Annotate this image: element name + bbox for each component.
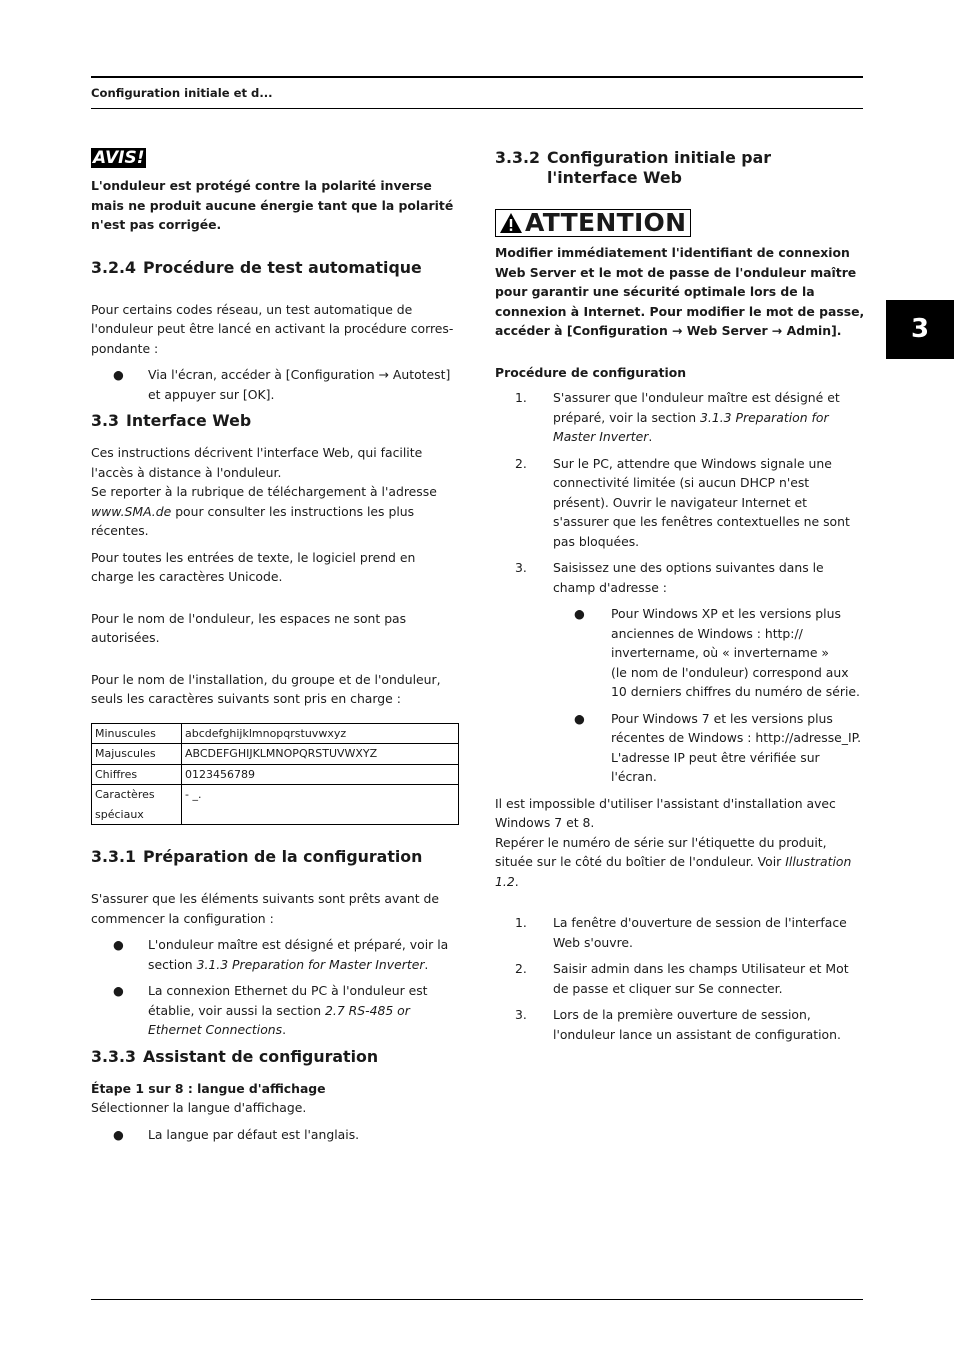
section-heading-3-3: 3.3 Interface Web xyxy=(91,411,252,430)
section-heading-3-2-4: 3.2.4 Procédure de test automatique xyxy=(91,257,422,277)
attention-label: ATTENTION xyxy=(495,209,691,237)
avis-label: AVIS! xyxy=(93,148,145,168)
bullet-icon: ● xyxy=(574,710,585,726)
list-item: ● Pour Windows 7 et les versions plus récentes de Windows : http://adresse_IP. L'adresse IP peut être vérifiée sur l'écran. xyxy=(574,710,862,784)
paragraph: Se reporter à la rubrique de téléchargement à l'adresse www.SMA.de pour consulter les instructions les plus récentes. xyxy=(91,484,437,538)
paragraph: Pour le nom de l'installation, du groupe et de l'onduleur, seuls les caractères suivants sont pris en charge : xyxy=(91,671,441,706)
paragraph: Pour toutes les entrées de texte, le logiciel prend en charge les caractères Unicode. xyxy=(91,549,416,584)
table-row: Minuscules abcdefghijklmnopqrstuvwxyz xyxy=(92,723,459,744)
table-row: Caractères spéciaux - _. xyxy=(92,785,459,825)
running-header: Configuration initiale et d... xyxy=(91,86,273,100)
list-item: 2. Sur le PC, attendre que Windows signale une connectivité limitée (si aucun DHCP n'est présent). Ouvrir le navigateur Internet et s'assurer que les fenêtres contextuelles ne sont pas bloquées. xyxy=(515,455,850,549)
header-top-rule xyxy=(91,76,863,78)
right-column xyxy=(495,148,865,1051)
table-row: Chiffres 0123456789 xyxy=(92,764,459,785)
bullet-icon: ● xyxy=(113,1126,124,1142)
list-item: 1. La fenêtre d'ouverture de session de l'interface Web s'ouvre. xyxy=(515,915,847,950)
list-item: ● Via l'écran, accéder à [Configuration → Autotest] et appuyer sur [OK]. xyxy=(113,367,451,402)
list-item: 1. S'assurer que l'onduleur maître est désigné et préparé, voir la section 3.1.3 Preparation for Master Inverter. xyxy=(515,390,840,444)
paragraph: S'assurer que les éléments suivants sont prêts avant de commencer la configuration : xyxy=(91,891,440,926)
avis-notice xyxy=(91,148,461,235)
list-item: 3. Lors de la première ouverture de session, l'onduleur lance un assistant de configuration. xyxy=(515,1007,841,1042)
list-item: 3. Saisissez une des options suivantes dans le champ d'adresse : xyxy=(515,560,824,595)
bullet-icon: ● xyxy=(113,983,124,998)
footer-rule xyxy=(91,1299,863,1300)
characters-table xyxy=(91,723,459,826)
section-heading-3-3-3: 3.3.3 Assistant de configuration xyxy=(91,1046,379,1066)
link-sma: www.SMA.de xyxy=(91,503,172,519)
paragraph: Repérer le numéro de série sur l'étiquette du produit, située sur le côté du boîtier de l'onduleur. Voir Illustration 1.2. xyxy=(495,834,852,889)
section-heading-3-3-2: 3.3.2 Configuration initiale par l'interface Web xyxy=(495,148,772,187)
bullet-icon: ● xyxy=(574,606,585,621)
paragraph: Pour le nom de l'onduleur, les espaces ne sont pas autorisées. xyxy=(91,610,407,645)
step-heading: Étape 1 sur 8 : langue d'affichage Sélectionner la langue d'affichage. xyxy=(91,1080,326,1115)
bullet-icon: ● xyxy=(113,367,124,382)
avis-text: L'onduleur est protégé contre la polarité inverse mais ne produit aucune énergie tant que la polarité n'est pas corrigée. xyxy=(91,178,454,232)
chapter-tab: 3 xyxy=(886,300,954,359)
procedure-title: Procédure de configuration xyxy=(495,364,687,380)
attention-notice xyxy=(495,209,865,341)
bullet-icon: ● xyxy=(113,937,124,952)
attention-text: Modifier immédiatement l'identifiant de connexion Web Server et le mot de passe de l'onduleur maître pour garantir une sécurité optimale lors de la connexion à Internet. Pour modifier le mot de passe, accéder à [Configuration → Web Server → Admin]. xyxy=(495,245,865,338)
list-item: 2. Saisir admin dans les champs Utilisateur et Mot de passe et cliquer sur Se connecter. xyxy=(515,961,849,996)
paragraph: Pour certains codes réseau, un test automatique de l'onduleur peut être lancé en activant la procédure corres- pondante : xyxy=(91,301,454,356)
warning-icon xyxy=(499,212,523,234)
list-item: ● L'onduleur maître est désigné et préparé, voir la section 3.1.3 Preparation for Master Inverter. xyxy=(113,937,449,972)
list-item: ● Pour Windows XP et les versions plus anciennes de Windows : http:// invertername, où « invertername » (le nom de l'onduleur) correspond aux 10 derniers chiffres du numéro de série. xyxy=(574,606,860,699)
left-column xyxy=(91,148,461,1151)
header-bottom-rule xyxy=(91,108,863,109)
list-item: ● La langue par défaut est l'anglais. xyxy=(91,1125,461,1145)
list-item: ● La connexion Ethernet du PC à l'onduleur est établie, voir aussi la section 2.7 RS-485 or Ethernet Connections. xyxy=(113,983,428,1037)
section-heading-3-3-1: 3.3.1 Préparation de la configuration xyxy=(91,847,423,866)
table-row: Majuscules ABCDEFGHIJKLMNOPQRSTUVWXYZ xyxy=(92,744,459,765)
paragraph: Ces instructions décrivent l'interface Web, qui facilite l'accès à distance à l'onduleur. xyxy=(91,445,423,480)
paragraph: Il est impossible d'utiliser l'assistant d'installation avec Windows 7 et 8. xyxy=(495,795,836,830)
